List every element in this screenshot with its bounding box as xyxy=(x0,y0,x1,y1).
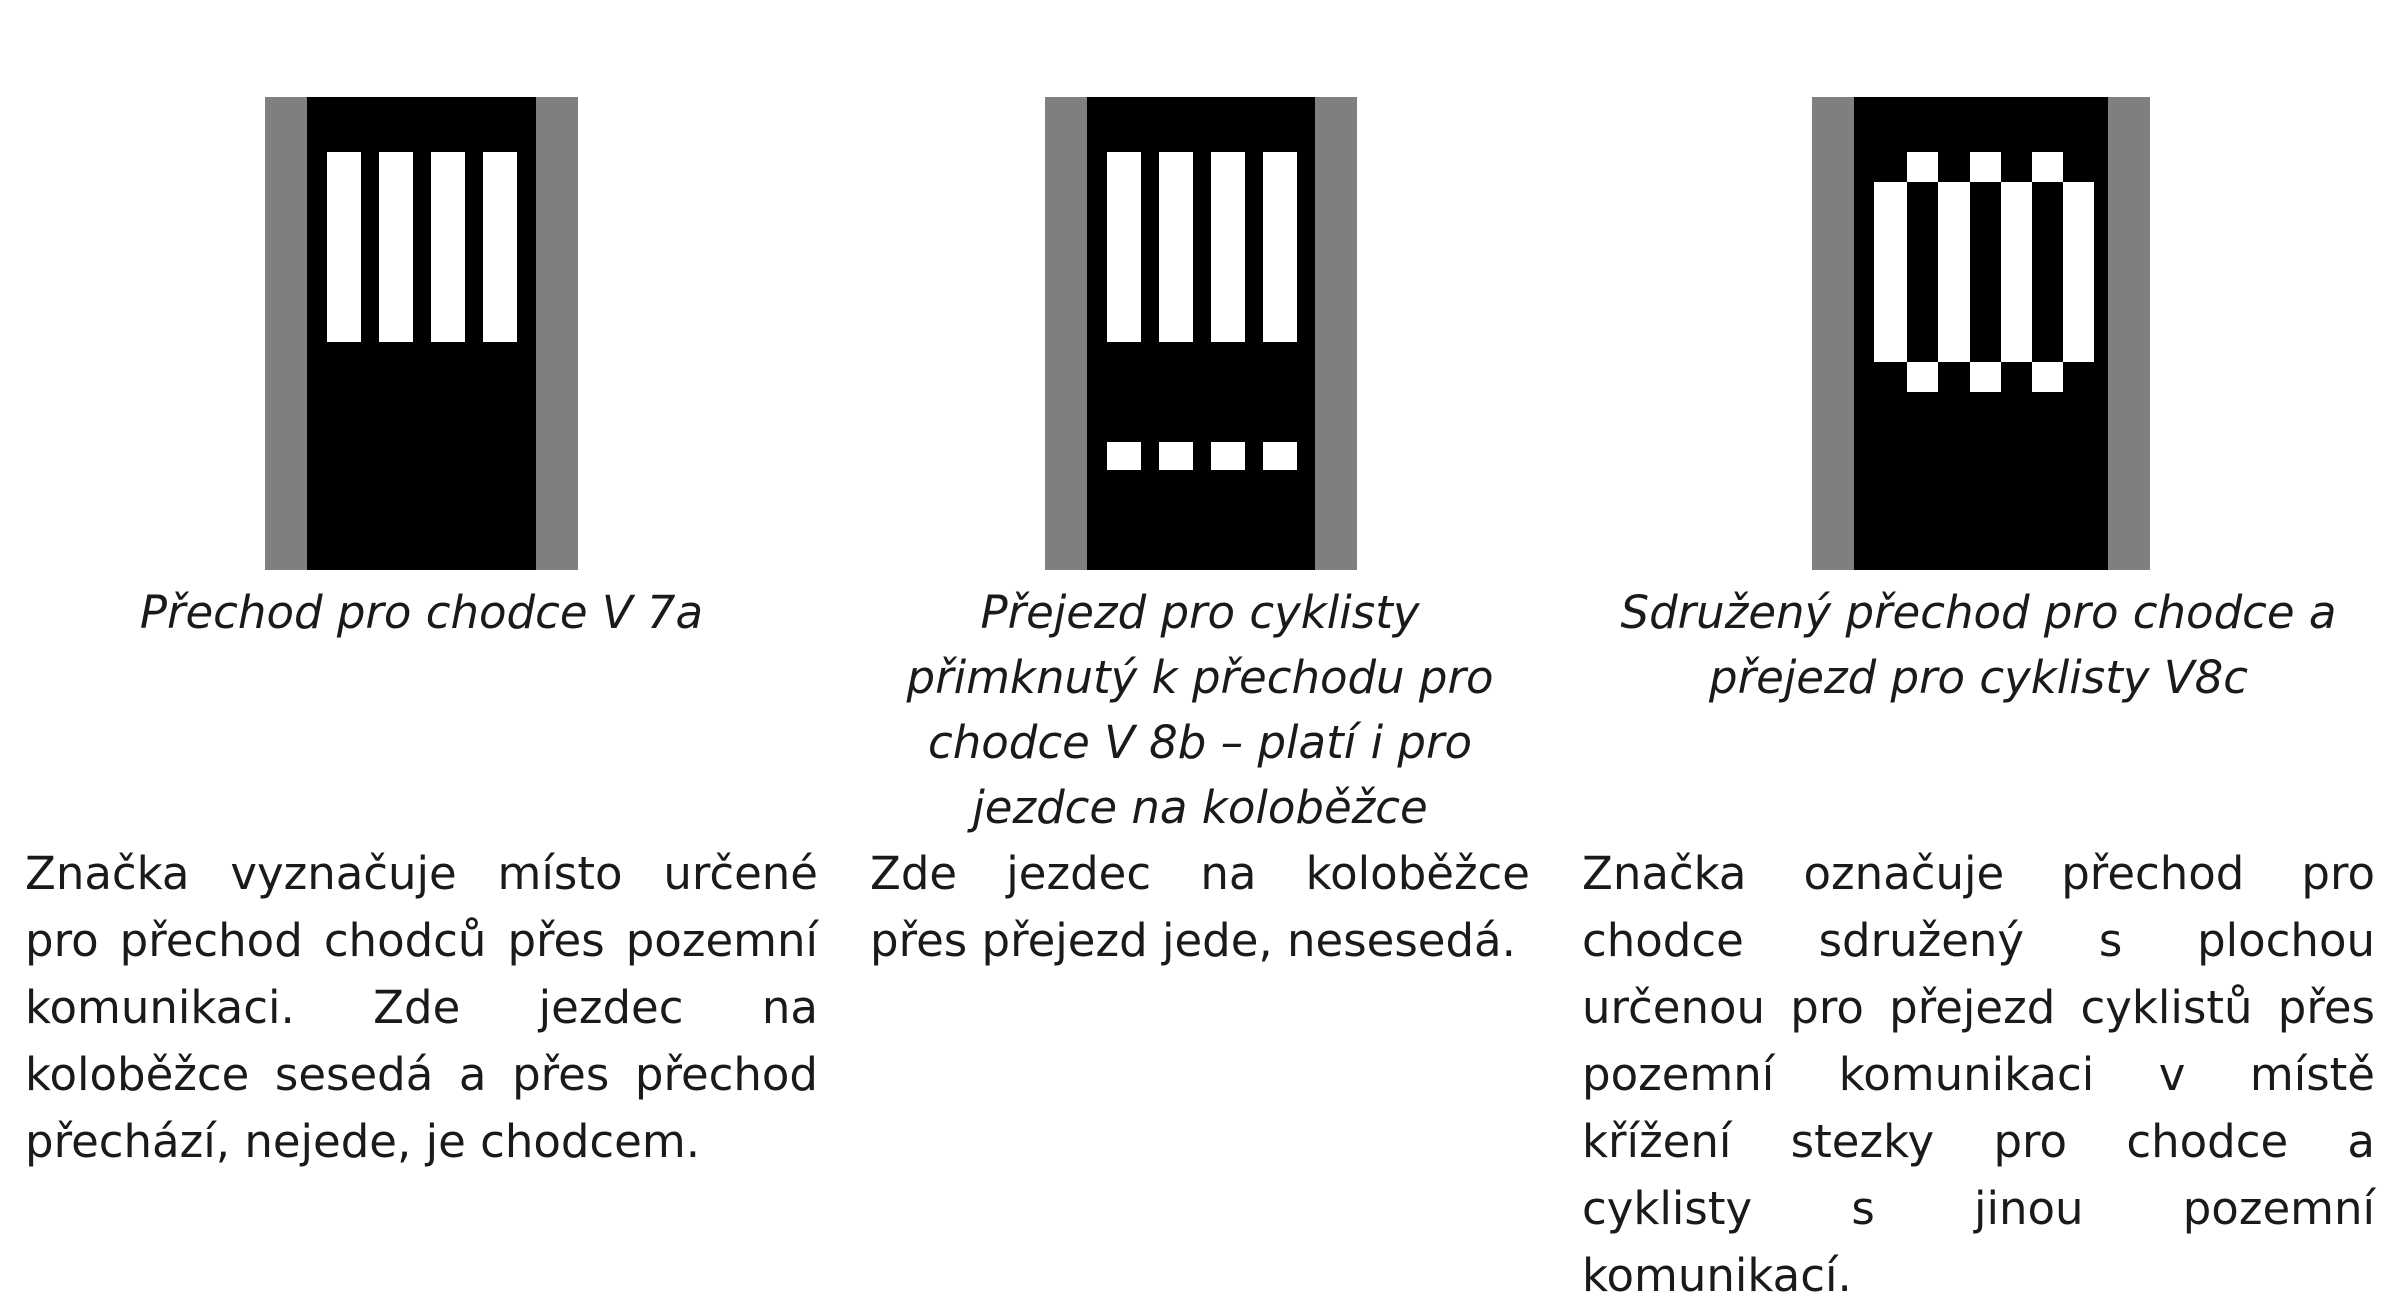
sign-description: Značka označuje přechod pro chodce sdružený s plochou určenou pro přejezd cyklistů přes pozemní komunikaci v místě křížení stezky pro chodce a cyklisty s jinou pozemní komunikací. xyxy=(1582,847,2375,1302)
cycle-crossing-sign-icon xyxy=(1045,97,1357,570)
sign-caption: Přejezd pro cyklisty přimknutý k přechodu pro chodce V 8b – platí i pro jezdce na koloběžce xyxy=(906,586,1494,834)
checkered-stripes-icon xyxy=(1812,97,2150,570)
pedestrian-crossing-sign-icon xyxy=(265,97,578,570)
sign-description: Zde jezdec na koloběžce přes přejezd jede, nesesedá. xyxy=(870,847,1530,967)
zebra-stripes-icon xyxy=(265,97,578,570)
sign-caption: Sdružený přechod pro chodce a přejezd pro cyklisty V8c xyxy=(1620,586,2337,704)
sign-caption: Přechod pro chodce V 7a xyxy=(139,586,704,639)
sign-description: Značka vyznačuje místo určené pro přechod chodců přes pozemní komunikaci. Zde jezdec na koloběžce sesedá a přes přechod přechází, nejede, je chodcem. xyxy=(25,847,818,1168)
stripes-and-squares-icon xyxy=(1045,97,1357,570)
combined-crossing-sign-icon xyxy=(1812,97,2150,570)
